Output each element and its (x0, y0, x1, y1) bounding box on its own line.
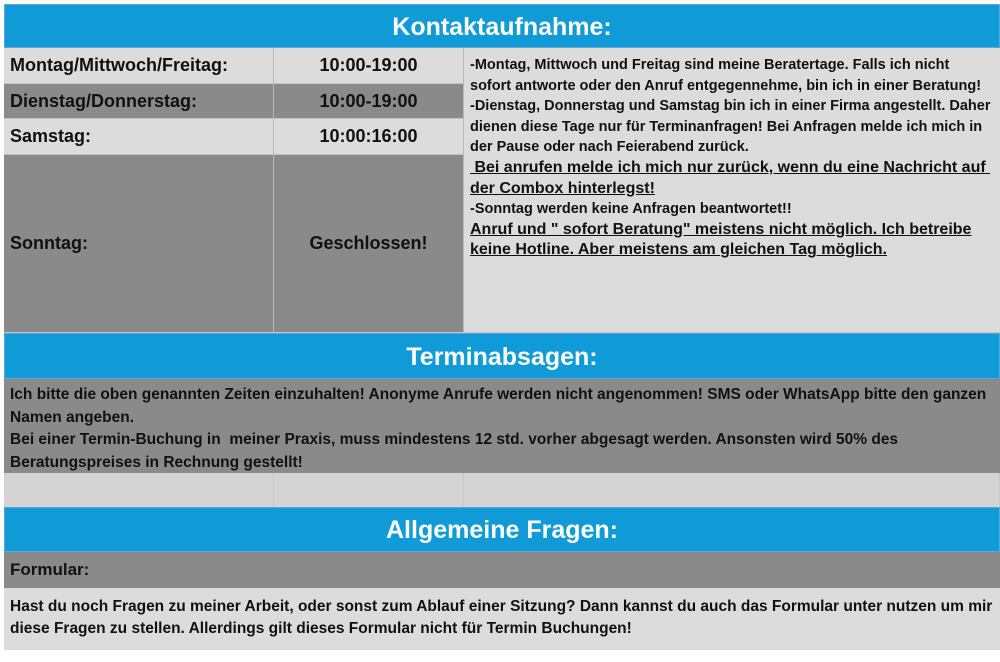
schedule-notes (464, 48, 1000, 333)
schedule-table (4, 48, 1000, 333)
cancel-text-1: Ich bitte die oben genannten Zeiten einzuhalten! Anonyme Anrufe werden nicht angenommen! SMS oder WhatsApp bitte den ganzen Namen angeben. (10, 386, 987, 426)
schedule-day-sa: Samstag: (4, 119, 274, 155)
form-label: Formular: (4, 552, 1000, 588)
contact-title: Kontaktaufnahme: (392, 13, 612, 41)
general-title: Allgemeine Fragen: (386, 516, 618, 544)
schedule-day-mo-mi-fr: Montag/Mittwoch/Freitag: (4, 48, 274, 84)
form-text: Hast du noch Fragen zu meiner Arbeit, oder sonst zum Ablauf einer Sitzung? Dann kannst du auch das Formular unter nutzen um mir diese Fragen zu stellen. Allerdings gilt dieses Formular nicht für Termin Buchungen! (4, 588, 1000, 650)
cancel-banner (4, 333, 1000, 379)
empty-row (4, 473, 1000, 507)
note-sonntag: -Sonntag werden keine Anfragen beantwortet!! (470, 201, 792, 218)
cancel-text-2: Bei einer Termin-Buchung in meiner Praxis, muss mindestens 12 std. vorher abgesagt werden. Ansonsten wird 50% des Beratungspreises in Rechnung gestellt! (10, 431, 903, 471)
schedule-time-sa: 10:00:16:00 (274, 119, 464, 155)
note-hotline: Anruf und " sofort Beratung" meistens nicht möglich. Ich betreibe keine Hotline. Aber meistens am gleichen Tag möglich. (470, 220, 972, 259)
schedule-time-mo-mi-fr: 10:00-19:00 (274, 48, 464, 84)
schedule-time-so: Geschlossen! (274, 155, 464, 333)
schedule-time-di-do: 10:00-19:00 (274, 84, 464, 119)
contact-banner (4, 4, 1000, 48)
cancel-text (4, 379, 1000, 473)
empty-cell (274, 473, 464, 507)
note-firma: -Dienstag, Donnerstag und Samstag bin ich in einer Firma angestellt. Daher dienen diese Tage nur für Terminanfragen! Bei Anfragen melde ich mich in der Pause oder nach Feierabend zurück. (470, 98, 991, 156)
cancel-title: Terminabsagen: (406, 343, 598, 371)
schedule-day-so: Sonntag: (4, 155, 274, 333)
note-combox: Bei anrufen melde ich mich nur zurück, wenn du eine Nachricht auf der Combox hinterlegst! (470, 158, 991, 197)
general-banner (4, 507, 1000, 552)
schedule-day-di-do: Dienstag/Donnerstag: (4, 84, 274, 119)
empty-cell (4, 473, 274, 507)
empty-cell (464, 473, 1000, 507)
note-beratertage: -Montag, Mittwoch und Freitag sind meine Beratertage. Falls ich nicht sofort antworte oder den Anruf entgegennehme, bin ich in einer Beratung! (470, 57, 982, 94)
